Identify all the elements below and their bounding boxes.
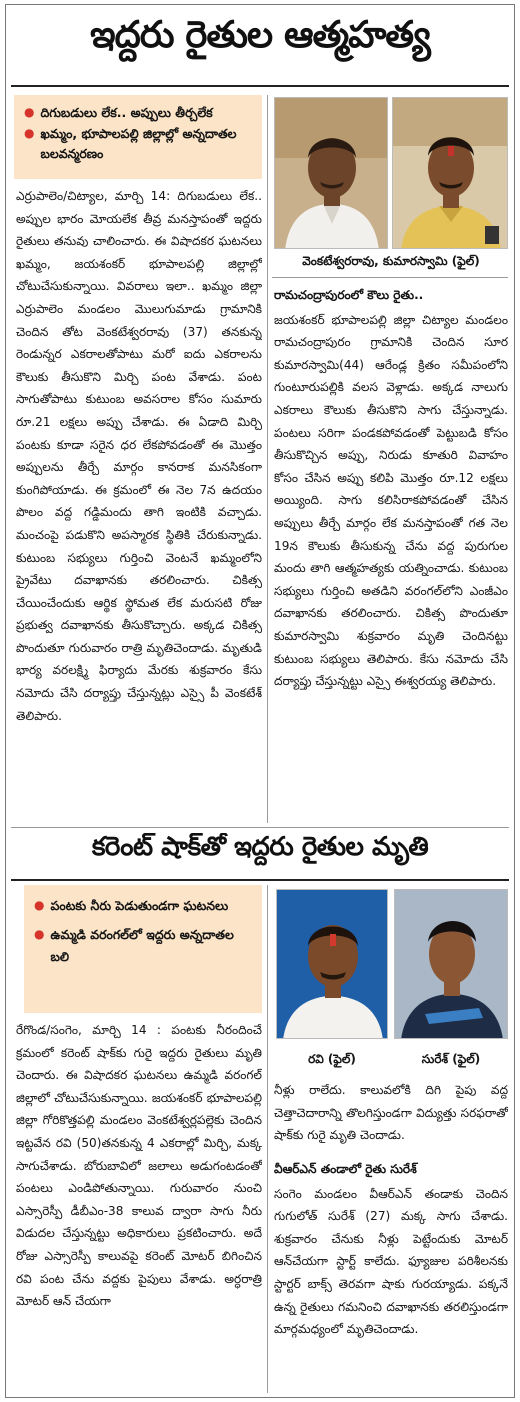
article-paragraph: రేగొండ/సంగెం, మార్చి 14 : పంటకు నీరందించే క్రమంలో కరెంట్ షాక్‌కు గురై ఇద్దరు రైతులు మృతి చెందారు. ఈ విషాదకర ఘటనలు ఉమ్మడి వరంగల్ జిల్లాలో చోటుచేసుకున్నాయి. జయశంకర్ భూపాలపల్లి జిల్లా గోరికొత్తపల్లి మండలం వెంకటేశ్వర్లపల్లెకు చెందిన ఇట్టవేన రవి (50)తనకున్న 4 ఎకరాల్లో మిర్చి, మక్క సాగుచేశాడు. బోరుబావిలో జలాలు అడుగంటడంతో పంటలు ఎండిపోతున్నాయి. గురువారం నుంచి ఎస్సారెస్పీ డీబీఎం-38 కాలువ ద్వారా సాగు నీరు విడుదల చేస్తున్నట్టు అధికారులు ప్రకటించారు. అదే రోజు ఎస్సారెస్పీ కాలువపై కరెంట్ మోటర్ బిగించిన రవి పంట చేను వద్దకు పైపులు వేశాడు. అర్ధరాత్రి మోటర్ ఆన్ చేయగా [16,1023,262,1309]
bullet-icon: ● [34,926,45,941]
story1-photo-caption: వెంకటేశ్వరరావు, కుమారస్వామి (ఫైల్) [302,254,480,268]
column-divider [267,885,268,1393]
caption-divider [272,277,508,278]
story1-subheading: రామచంద్రాపురంలో కౌలు రైతు.. [274,288,424,302]
article-paragraph: ఎర్రుపాలెం/చిట్యాల, మార్చి 14: దిగుబడులు లేక.. అప్పుల భారం మోయలేక తీవ్ర మనస్తాపంతో ఇద్దరు రైతులు తనువు చాలించారు. ఈ విషాదకర ఘటనలు ఖమ్మం, జయశంకర్ భూపాలపల్లి జిల్లాల్లో చోటుచేసుకున్నాయి. వివరాలు ఇలా.. ఖమ్మం జిల్లా ఎర్రుపాలెం మండలం మొలుగుమాడు గ్రామానికి చెందిన తోట వెంకటేశ్వరరావు (37) తనకున్న రెండున్నర ఎకరాలతోపాటు మరో ఐదు ఎకరాలను కౌలుకు తీసుకొని మిర్చి పంట వేశాడు. పంట సాగుతోపాటు కుటుంబ అవసరాల కోసం సుమారు రూ.21 లక్షలు అప్పు చేశాడు. ఈ ఏడాది మిర్చి పంటకు కూడా సరైన ధర లేకపోవడంతో ఈ మొత్తం అప్పులను తీర్చే మార్గం కానరాక మనసికంగా కుంగిపోయాడు. ఈ క్రమంలో ఈ నెల 7న ఉదయం పొలం వద్ద గడ్డిమందు తాగి ఇంటికి వచ్చాడు. మంచంపై పడుకొని అపస్మారక స్థితికి చేరుకున్నాడు. కుటుంబ సభ్యులు గుర్తించి వెంటనే ఖమ్మంలోని ప్రైవేటు దవాఖానకు తరలించారు. చికిత్స చేయించేందుకు ఆర్థిక స్థోమత లేక మరుసటి రోజు ప్రభుత్వ దవాఖానకు తీసుకొచ్చారు. అక్కడ చికిత్స పొందుతూ గురువారం రాత్రి మృతిచెందాడు. మృతుడి భార్య వరలక్ష్మి ఫిర్యాదు మేరకు శుక్రవారం కేసు నమోదు చేసి దర్యాప్తు చేస్తున్నట్లు ఎస్సై పీ వెంకటేశ్ తెలిపారు. [16,189,262,723]
story2-body-right [274,1155,508,1393]
story2-body-left [16,1019,262,1393]
photo-caption-ravi: రవి (ఫైల్) [308,1052,356,1066]
story2-subheading: వీఆర్‌ఎన్ తండాలో రైతు సురేశ్ [274,1162,417,1176]
newspaper-clipping [5,4,515,1398]
story1-headline: ఇద్దరు రైతుల ఆత్మహత్య [90,15,430,56]
highlight-item [34,895,254,918]
story2-highlights-box [24,885,262,1013]
photo-venkateswara-rao [274,97,388,249]
story1-body-right [274,281,508,825]
headline-divider [11,85,509,87]
article-paragraph: నీళ్లు రాలేదు. కాలువలోకి దిగి పైపు వద్ద చెత్తాచెదారాన్ని తొలగిస్తుండగా విద్యుత్తు సరఫరాతో షాక్‌కు గురై మృతి చెందాడు. [274,1083,508,1143]
photo-ravi [276,889,388,1039]
highlight-item [34,924,254,969]
highlight-text: ఉమ్మడి వరంగల్‌లో ఇద్దరు అన్నదాతల బలి [50,926,234,964]
photo-suresh [394,889,508,1039]
article-paragraph: జయశంకర్ భూపాలపల్లి జిల్లా చిట్యాల మండలం రామచంద్రాపురం గ్రామానికి చెందిన సూర కుమారస్వామి(44) ఆరేండ్ల క్రితం సమీపంలోని గుంటూరుపల్లికి వలస వెళ్లాడు. అక్కడ నాలుగు ఎకరాలు కౌలుకు తీసుకొని సాగు చేస్తున్నాడు. పంటలు సరిగా పండకపోవడంతో పెట్టుబడి కోసం తీసుకొచ్చిన అప్పు, నిరుడు కూతురి వివాహం కోసం చేసిన అప్పు కలిపి మొత్తం రూ.12 లక్షలు అయ్యింది. సాగు కలిసిరాకపోవడంతో చేసిన అప్పులు తీర్చే మార్గం లేక మనస్తాపంతో గత నెల 19న కౌలుకు తీసుకున్న చేను వద్ద పురుగుల మందు తాగి ఆత్మహత్యకు యత్నించాడు. కుటుంబ సభ్యులు గుర్తించి అతడిని వరంగల్‌లోని ఎంజీఎం దవాఖానకు తరలించారు. చికిత్స పొందుతూ కుమారస్వామి శుక్రవారం మృతి చెందినట్టు కుటుంబ సభ్యులు తెలిపారు. కేసు నమోదు చేసి దర్యాప్తు చేస్తున్నట్టు ఎస్సై ఈశ్వరయ్య తెలిపారు. [274,312,508,689]
bullet-icon: ● [24,105,35,119]
highlight-text: దిగుబడులు లేక.. అప్పులు తీర్చలేక [40,105,213,120]
bullet-icon: ● [34,898,45,912]
highlight-item [24,124,254,165]
story2-body-right-top [274,1079,508,1151]
article-paragraph: సంగెం మండలం వీఆర్‌ఎన్ తండాకు చెందిన గుగులోత్ సురేశ్ (27) మక్క సాగు చేశాడు. శుక్రవారం చేనుకు నీళ్లు పెట్టేందుకు మోటర్ ఆన్‌చేయగా స్టార్ట్ కాలేదు. ఫ్యూజుల పరిశీలనకు స్టార్టర్ బాక్స్ తెరవగా షాకు గురయ్యాడు. పక్కనే ఉన్న రైతులు గమనించి దవాఖానకు తరలిస్తుండగా మార్గమధ్యంలో మృతిచెందాడు. [274,1186,508,1337]
bullet-icon: ● [24,125,35,140]
highlight-item [24,103,254,124]
story2-headline: కరెంట్ షాక్‌తో ఇద్దరు రైతుల మృతి [91,833,429,862]
column-divider [267,95,268,823]
section-divider [11,827,509,828]
headline-divider [11,879,509,881]
story1-body-left [16,185,262,825]
highlight-text: ఖమ్మం, భూపాలపల్లి జిల్లాల్లో అన్నదాతల బలవన్మరణం [40,125,237,162]
highlight-text: పంటకు నీరు పెడుతుండగా ఘటనలు [50,898,229,913]
photo-caption-suresh: సురేశ్ (ఫైల్) [421,1052,481,1066]
photo-kumaraswamy [392,97,508,249]
story1-highlights-box [14,95,262,179]
